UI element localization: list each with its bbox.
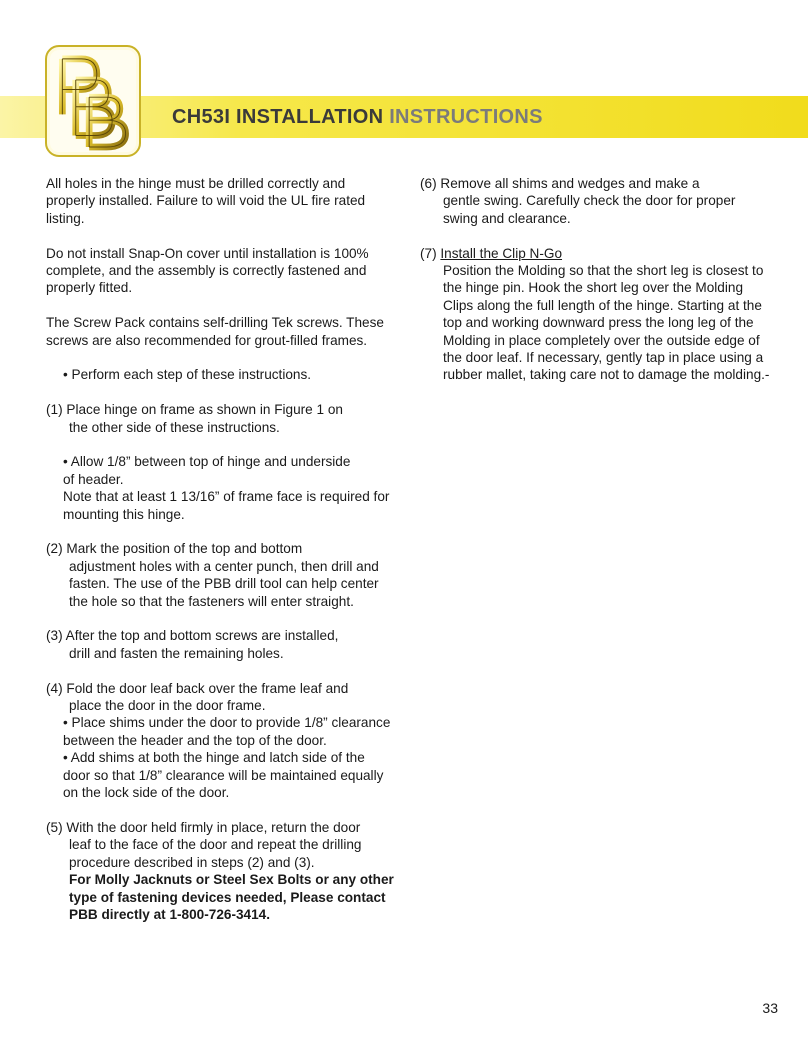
paragraph-snap-on: Do not install Snap-On cover until installation is 100% complete, and the assembly is correctly fastened and properly fitted. — [46, 245, 369, 296]
step-1-bullet-a: • Allow 1/8” between top of hinge and underside — [63, 454, 351, 470]
right-column — [420, 175, 770, 384]
step-7-number: (7) — [420, 245, 441, 261]
holes-text-a: All holes in the hinge must be drilled correctly and properly installed. — [46, 176, 346, 209]
title-rest: INSTRUCTIONS — [389, 106, 543, 128]
step-5-contact-notice: For Molly Jacknuts or Steel Sex Bolts or any other type of fastening devices needed, Please contact PBB directly at 1-800-726-3414. — [69, 872, 394, 922]
step-4-bullet-shims: • Place shims under the door to provide 1/8” clearance between the header and the top of the door. — [63, 715, 391, 748]
step-1-text: the other side of these instructions. — [69, 419, 280, 435]
step-7-text: Position the Molding so that the short leg is closest to the hinge pin. Hook the short leg over the Molding Clips along the full length of the hinge. Starting at the top and working downward press the long leg of the Molding in place completely over the outside edge of the door leaf. If necessary, gently tap in place using a rubber mallet, taking care not to damage the molding.- — [443, 263, 770, 383]
step-5-heading: (5) With the door held firmly in place, return the door — [46, 819, 361, 835]
document-title — [172, 99, 543, 135]
pbb-logo — [45, 45, 141, 157]
step-1-heading: (1) Place hinge on frame as shown in Figure 1 on — [46, 402, 343, 418]
holes-text-b: Failure to will void the UL fire rated listing. — [46, 193, 366, 226]
step-2-text: adjustment holes with a center punch, then drill and fasten. The use of the PBB drill tool can help center the hole so that the fasteners will enter straight. — [69, 558, 379, 609]
paragraph-screw-pack: The Screw Pack contains self-drilling Tek screws. These screws are also recommended for grout-filled frames. — [46, 315, 384, 348]
title-main: CH53I INSTALLATION — [172, 106, 384, 128]
step-3-text: drill and fasten the remaining holes. — [69, 645, 284, 661]
paragraph-holes — [46, 175, 394, 227]
step-4-bullet-add-shims: • Add shims at both the hinge and latch side of the door so that 1/8” clearance will be maintained equally on the lock side of the door. — [63, 750, 384, 801]
step-4-heading: (4) Fold the door leaf back over the frame leaf and — [46, 680, 349, 696]
step-6-text: gentle swing. Carefully check the door for proper swing and clearance. — [443, 193, 736, 226]
left-column — [46, 175, 394, 923]
pbb-logo-icon — [47, 47, 139, 155]
step-1-bullet-b: of header. — [63, 471, 124, 487]
page-number: 33 — [762, 1000, 778, 1016]
step-7-title: Install the Clip N-Go — [440, 245, 563, 261]
step-4-text: place the door in the door frame. — [69, 698, 266, 714]
step-7-heading — [420, 245, 770, 262]
step-5-text: leaf to the face of the door and repeat the drilling procedure described in steps (2) and (3). — [69, 837, 362, 870]
bullet-perform: • Perform each step of these instructions. — [63, 367, 312, 383]
step-2-heading: (2) Mark the position of the top and bottom — [46, 541, 303, 557]
step-1-note: Note that at least 1 13/16” of frame face is required for mounting this hinge. — [63, 489, 390, 522]
step-6-heading: (6) Remove all shims and wedges and make a — [420, 176, 700, 191]
step-3-heading: (3) After the top and bottom screws are installed, — [46, 628, 339, 644]
